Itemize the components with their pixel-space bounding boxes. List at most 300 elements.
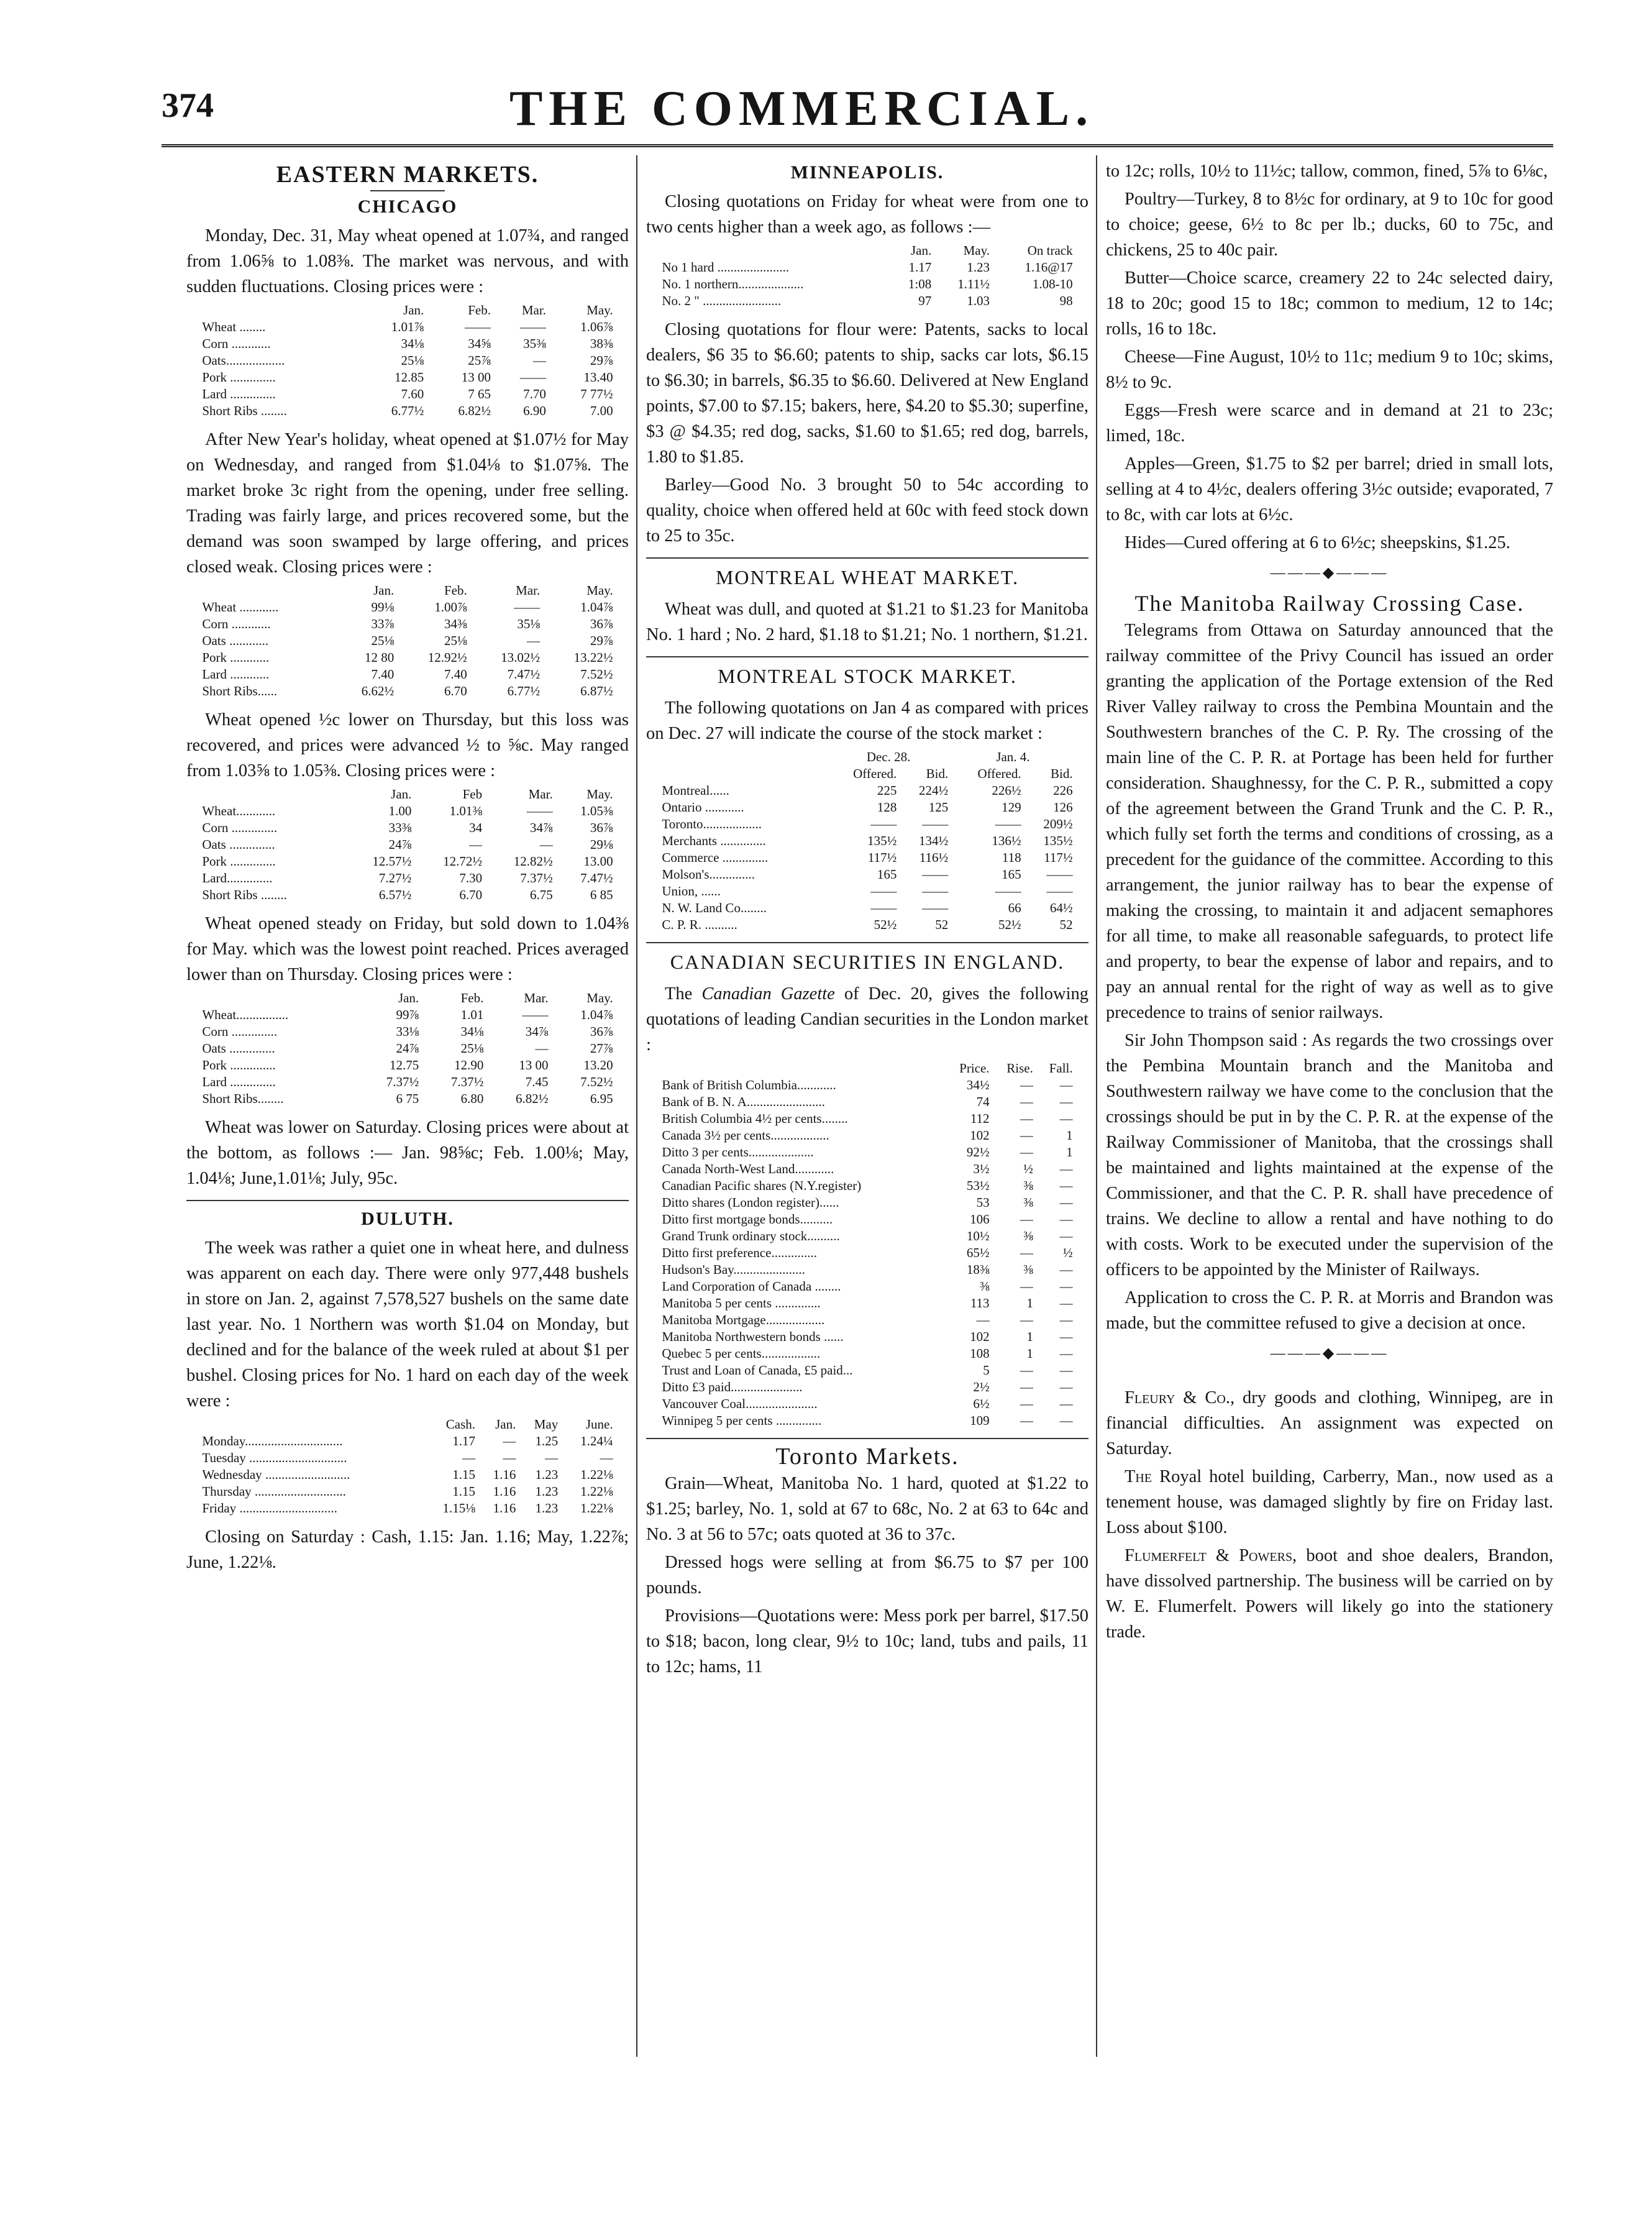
table-cell: 1	[1066, 1145, 1073, 1160]
table-cell: ⅜	[1023, 1262, 1033, 1277]
table-cell: 1.24¼	[580, 1434, 613, 1448]
text: of Dec. 20, gives the following quotations of leading Candian securities in the London market :	[646, 984, 1088, 1054]
table-cell: 1.05⅜	[580, 803, 613, 818]
row-label: No 1 hard ......................	[662, 260, 790, 275]
row-label: Pork ..............	[202, 370, 276, 385]
table-cell: —	[503, 1434, 516, 1448]
row-label: Monday..............................	[202, 1434, 343, 1448]
table-row	[199, 870, 615, 887]
table-cell: 209½	[1043, 817, 1073, 831]
table-cell: 34⅞	[525, 1024, 549, 1039]
row-label: Wednesday ..........................	[202, 1467, 350, 1482]
table-row	[199, 1433, 615, 1450]
table-cell: 7 77½	[580, 387, 613, 401]
stock-group-header-row	[659, 749, 1075, 766]
column-header: Jan.	[391, 787, 412, 802]
table-cell: 112	[970, 1111, 990, 1126]
table-cell: 13 00	[519, 1058, 549, 1073]
note-text: Royal hotel building, Carberry, Man., now used as a tenement house, was damaged slightly by fire on Friday last. Loss about $100.	[1106, 1467, 1553, 1537]
table-row	[199, 352, 615, 369]
chicago-paragraph: Wheat was lower on Saturday. Closing prices were about at the bottom, as follows :— Jan. 98⅝c; Feb. 1.00⅛; May, 1.04⅛; June,1.01⅛; July, 95c.	[186, 1118, 629, 1188]
table-cell: 25⅛	[444, 633, 467, 648]
table-row	[659, 1077, 1075, 1094]
table-cell: 1.00⅞	[434, 600, 467, 615]
chicago-price-table	[199, 786, 615, 903]
table-cell: 13.22½	[573, 650, 613, 665]
table-cell: —	[1059, 1296, 1073, 1311]
table-cell: 3½	[973, 1161, 990, 1176]
row-label: Wheat................	[202, 1007, 289, 1022]
text: The	[665, 984, 702, 1004]
table-cell: —	[1020, 1396, 1033, 1411]
toronto-continued: Butter—Choice scarce, creamery 22 to 24c selected dairy, 18 to 20c; good 15 to 18c; common to medium, 12 to 14c; rolls, 16 to 18c.	[1106, 268, 1553, 339]
table-cell: 1.15	[452, 1484, 475, 1499]
table-cell: 25⅛	[371, 633, 395, 648]
table-cell: 25⅛	[401, 353, 424, 368]
table-cell: 6 85	[590, 887, 613, 902]
table-cell: ——	[526, 803, 553, 818]
column-header: May.	[963, 243, 990, 258]
table-cell: 7.30	[459, 871, 483, 885]
table-header-row	[659, 1060, 1075, 1077]
column-header: May.	[586, 990, 613, 1005]
table-row	[199, 683, 615, 700]
row-label: C. P. R. ..........	[662, 917, 737, 932]
table-cell: 102	[970, 1329, 990, 1344]
table-cell: 34⅛	[401, 336, 424, 351]
section-rule	[646, 942, 1088, 943]
table-cell: 12.72½	[443, 854, 483, 869]
table-cell: 7.45	[525, 1074, 549, 1089]
table-cell: 225	[877, 783, 897, 798]
table-cell: ——	[519, 319, 546, 334]
divider	[370, 190, 445, 191]
table-row	[199, 666, 615, 683]
column-header	[659, 242, 890, 259]
table-row	[659, 259, 1075, 276]
column-header: Offered.	[853, 766, 897, 781]
table-cell: —	[600, 1450, 613, 1465]
row-label: Canada North-West Land............	[662, 1161, 834, 1176]
table-cell: 1	[1026, 1346, 1033, 1361]
table-cell: 1	[1066, 1128, 1073, 1143]
column-header: Fall.	[1049, 1061, 1073, 1076]
toronto-paragraph: Dressed hogs were selling at from $6.75 to $7 per 100 pounds.	[646, 1553, 1088, 1598]
table-cell: 1.06⅞	[580, 319, 613, 334]
column-header: May.	[586, 303, 613, 318]
row-label: Pork ............	[202, 650, 270, 665]
column-divider	[1096, 155, 1097, 2057]
table-cell: —	[532, 353, 546, 368]
group-header: Dec. 28.	[866, 749, 911, 764]
table-cell: 34	[469, 820, 483, 835]
table-cell: 12.90	[454, 1058, 484, 1073]
table-cell: 134½	[919, 833, 949, 848]
table-cell: 118	[1002, 850, 1021, 865]
table-cell: —	[1059, 1413, 1073, 1428]
table-cell: —	[535, 1041, 549, 1056]
table-row	[199, 887, 615, 903]
securities-paragraph	[646, 981, 1088, 1058]
chicago-price-table	[199, 582, 615, 700]
chicago-price-table	[199, 302, 615, 419]
row-label: Quebec 5 per cents..................	[662, 1346, 821, 1361]
table-cell: ——	[519, 370, 546, 385]
toronto-continued: Hides—Cured offering at 6 to 6½c; sheepskins, $1.25.	[1125, 533, 1510, 552]
table-cell: —	[527, 633, 541, 648]
table-cell: 1:08	[908, 277, 932, 291]
table-cell: 29⅞	[590, 353, 613, 368]
table-cell: ——	[922, 900, 949, 915]
row-label: Tuesday ..............................	[202, 1450, 347, 1465]
ornament-divider: ———◆———	[1270, 1345, 1389, 1361]
table-cell: 25⅞	[468, 353, 491, 368]
table-cell: 135½	[867, 833, 897, 848]
table-cell: 52	[1059, 917, 1073, 932]
table-cell: 33⅞	[371, 616, 395, 631]
column-header: Offered.	[977, 766, 1021, 781]
toronto-continued: Eggs—Fresh were scarce and in demand at 21 to 23c; limed, 18c.	[1106, 401, 1553, 446]
table-cell: 53½	[966, 1178, 990, 1193]
table-row	[659, 1194, 1075, 1211]
row-label: Thursday ............................	[202, 1484, 346, 1499]
securities-heading: CANADIAN SECURITIES IN ENGLAND.	[670, 951, 1065, 973]
table-cell: 7.27½	[378, 871, 412, 885]
table-cell: 117½	[1044, 850, 1073, 865]
column-header: Feb.	[468, 303, 491, 318]
table-cell: ½	[1023, 1161, 1033, 1176]
table-header-row	[659, 242, 1075, 259]
column-header: Jan.	[373, 583, 395, 598]
table-row	[659, 1261, 1075, 1278]
table-row	[659, 1228, 1075, 1245]
table-row	[659, 1094, 1075, 1110]
table-row	[659, 1295, 1075, 1312]
duluth-price-table	[199, 1416, 615, 1517]
column-header: May.	[586, 583, 613, 598]
table-cell: 97	[918, 293, 932, 308]
table-cell: —	[1059, 1262, 1073, 1277]
table-cell: 1.15	[452, 1467, 475, 1482]
table-cell: —	[1059, 1279, 1073, 1294]
row-label: Manitoba Mortgage..................	[662, 1312, 825, 1327]
table-cell: —	[1020, 1077, 1033, 1092]
row-label: Molson's..............	[662, 867, 755, 882]
table-cell: —	[1020, 1111, 1033, 1126]
table-cell: 64½	[1049, 900, 1073, 915]
table-cell: 7.52½	[580, 1074, 613, 1089]
table-row	[659, 276, 1075, 293]
table-row	[659, 866, 1075, 883]
table-header-row	[199, 302, 615, 319]
table-cell: 7.52½	[580, 667, 613, 682]
row-label: Lard ..............	[202, 1074, 276, 1089]
row-label: Short Ribs ........	[202, 887, 287, 902]
table-cell: 12.75	[389, 1058, 419, 1073]
table-header-row	[199, 582, 615, 599]
table-cell: 35⅜	[523, 336, 546, 351]
table-cell: —	[1059, 1195, 1073, 1210]
table-row	[199, 1057, 615, 1074]
row-label: Lard ............	[202, 667, 270, 682]
table-cell: 226	[1053, 783, 1073, 798]
montreal-stock-heading: MONTREAL STOCK MARKET.	[718, 665, 1017, 687]
row-label: Trust and Loan of Canada, £5 paid...	[662, 1363, 853, 1378]
table-cell: 6.70	[444, 684, 467, 698]
newspaper-title: THE COMMERCIAL.	[509, 81, 1095, 136]
table-cell: —	[976, 1312, 990, 1327]
row-label: Merchants ..............	[662, 833, 766, 848]
column-header: Mar.	[524, 990, 549, 1005]
column-header: Feb.	[460, 990, 484, 1005]
table-cell: —	[1059, 1178, 1073, 1193]
table-cell: ——	[870, 884, 897, 899]
row-label: Ditto shares (London register)......	[662, 1195, 839, 1210]
table-cell: —	[545, 1450, 559, 1465]
table-cell: —	[1059, 1161, 1073, 1176]
table-cell: ——	[870, 817, 897, 831]
chicago-paragraph: Wheat opened steady on Friday, but sold down to 1.04⅜ for May. which was the lowest point reached. Prices averaged lower than on Thursday. Closing prices were :	[186, 914, 629, 984]
row-label: N. W. Land Co........	[662, 900, 767, 915]
minneapolis-wheat-table	[659, 242, 1075, 309]
column-header: Bid.	[926, 766, 949, 781]
column-header: Mar.	[516, 583, 541, 598]
table-row	[659, 1345, 1075, 1362]
table-cell: 74	[976, 1094, 990, 1109]
table-row	[659, 833, 1075, 849]
table-cell: 12.82½	[513, 854, 553, 869]
row-label: Manitoba Northwestern bonds ......	[662, 1329, 844, 1344]
table-cell: —	[1059, 1077, 1073, 1092]
montreal-stock-table	[659, 749, 1075, 933]
table-cell: 52	[935, 917, 949, 932]
table-row	[659, 1144, 1075, 1161]
table-cell: —	[462, 1450, 475, 1465]
table-cell: 1.23	[535, 1501, 559, 1516]
note-lead: Fleury & Co.,	[1125, 1388, 1235, 1407]
table-cell: 113	[970, 1296, 990, 1311]
table-cell: 125	[928, 800, 949, 815]
table-cell: 136½	[992, 833, 1021, 848]
chicago-price-table	[199, 990, 615, 1107]
row-label: Oats ............	[202, 633, 269, 648]
table-row	[659, 799, 1075, 816]
table-cell: 6.77½	[391, 403, 424, 418]
table-row	[659, 1110, 1075, 1127]
table-row	[659, 1412, 1075, 1429]
table-row	[199, 836, 615, 853]
table-cell: 12.85	[395, 370, 424, 385]
table-cell: —	[1020, 1245, 1033, 1260]
row-label: Canadian Pacific shares (N.Y.register)	[662, 1178, 862, 1193]
table-cell: 126	[1053, 800, 1073, 815]
table-cell: 1.16	[493, 1501, 516, 1516]
table-cell: 99⅛	[371, 600, 395, 615]
row-label: Friday ..............................	[202, 1501, 337, 1516]
table-row	[659, 1396, 1075, 1412]
table-cell: 10½	[966, 1228, 990, 1243]
table-row	[199, 649, 615, 666]
column-header: On track	[1027, 243, 1073, 258]
table-cell: 35⅛	[517, 616, 541, 631]
table-cell: 1.01⅜	[449, 803, 483, 818]
table-cell: 6.82½	[458, 403, 491, 418]
table-cell: ⅜	[1023, 1195, 1033, 1210]
table-cell: ——	[995, 817, 1021, 831]
crossing-heading: The Manitoba Railway Crossing Case.	[1134, 591, 1525, 616]
table-cell: 6 75	[396, 1091, 419, 1106]
table-cell: 12.92½	[427, 650, 467, 665]
table-row	[199, 1500, 615, 1517]
table-cell: 7.37½	[386, 1074, 419, 1089]
table-cell: 25⅛	[460, 1041, 484, 1056]
toronto-paragraph: Grain—Wheat, Manitoba No. 1 hard, quoted at $1.22 to $1.25; barley, No. 1, sold at 67 to 68c, No. 2 at 63 to 64c and No. 3 at 56 to 57c; oats quoted at 36 to 37c.	[646, 1474, 1088, 1544]
table-cell: 6½	[973, 1396, 990, 1411]
row-label: Manitoba 5 per cents ..............	[662, 1296, 821, 1311]
table-cell: 102	[970, 1128, 990, 1143]
table-cell: —	[1059, 1094, 1073, 1109]
table-cell: 33⅛	[396, 1024, 419, 1039]
table-row	[199, 1466, 615, 1483]
table-cell: 99⅞	[396, 1007, 419, 1022]
table-row	[659, 1211, 1075, 1228]
table-cell: —	[1059, 1379, 1073, 1394]
table-cell: 5	[983, 1363, 990, 1378]
column-3	[1106, 158, 1553, 2147]
table-cell: 106	[970, 1212, 990, 1227]
table-cell: 1.22⅛	[580, 1467, 613, 1482]
table-cell: —	[1059, 1363, 1073, 1378]
table-row	[199, 1074, 615, 1091]
table-cell: 7.37½	[450, 1074, 484, 1089]
duluth-heading: DULUTH.	[361, 1209, 454, 1229]
row-label: Ontario ............	[662, 800, 744, 815]
table-cell: ——	[870, 900, 897, 915]
table-cell: —	[1059, 1312, 1073, 1327]
table-cell: 1.01	[460, 1007, 484, 1022]
table-cell: —	[1059, 1329, 1073, 1344]
montreal-wheat-paragraph: Wheat was dull, and quoted at $1.21 to $1.23 for Manitoba No. 1 hard ; No. 2 hard, $1.18 to $1.21; No. 1 northern, $1.21.	[646, 600, 1088, 644]
column-header: June.	[585, 1417, 613, 1432]
table-header-row	[659, 766, 1075, 782]
note-lead: Flumerfelt & Powers,	[1125, 1546, 1297, 1565]
table-cell: —	[503, 1450, 516, 1465]
table-header-row	[199, 1416, 615, 1433]
row-label: Corn ..............	[202, 820, 278, 835]
row-label: Bank of B. N. A........................	[662, 1094, 825, 1109]
table-cell: 27⅞	[590, 1041, 613, 1056]
table-cell: 36⅞	[590, 1024, 613, 1039]
table-cell: 6.70	[459, 887, 483, 902]
column-header: Jan.	[910, 243, 932, 258]
column-2	[646, 158, 1088, 2184]
row-label: Union, ......	[662, 884, 721, 899]
table-cell: ——	[922, 817, 949, 831]
table-row	[659, 1312, 1075, 1329]
table-cell: 6.57½	[378, 887, 412, 902]
table-cell: 2½	[973, 1379, 990, 1394]
table-row	[659, 900, 1075, 917]
table-row	[199, 1483, 615, 1500]
table-row	[659, 782, 1075, 799]
table-cell: 1.17	[908, 260, 932, 275]
table-cell: 1.23	[535, 1467, 559, 1482]
table-row	[659, 1178, 1075, 1194]
news-note	[1106, 1543, 1553, 1645]
table-cell: 6.80	[460, 1091, 484, 1106]
toronto-paragraph: Provisions—Quotations were: Mess pork per barrel, $17.50 to $18; bacon, long clear, 9½ to 10c; land, tubs and pails, 11 to 12c; hams, 11	[646, 1606, 1088, 1677]
section-rule	[646, 656, 1088, 657]
column-header: Feb.	[444, 583, 467, 598]
table-cell: 53	[976, 1195, 990, 1210]
table-header-row	[199, 786, 615, 803]
table-cell: 52½	[874, 917, 897, 932]
column-header: Price.	[959, 1061, 990, 1076]
table-cell: 29⅞	[590, 633, 613, 648]
column-header	[199, 582, 334, 599]
table-row	[199, 803, 615, 820]
table-cell: ——	[1046, 884, 1073, 899]
row-label: Pork ..............	[202, 1058, 276, 1073]
table-cell: ——	[1046, 867, 1073, 882]
eastern-markets-heading: EASTERN MARKETS.	[276, 162, 539, 188]
table-cell: —	[1059, 1346, 1073, 1361]
table-cell: 117½	[867, 850, 897, 865]
table-row	[199, 336, 615, 352]
table-cell: 1.22⅛	[580, 1484, 613, 1499]
table-cell: 13 00	[461, 370, 491, 385]
table-cell: 6.62½	[361, 684, 395, 698]
chicago-paragraph: Monday, Dec. 31, May wheat opened at 1.07¾, and ranged from 1.06⅝ to 1.08⅜. The market was nervous, and with sudden fluctuations. Closing prices were :	[186, 226, 629, 296]
row-label: No. 1 northern....................	[662, 277, 804, 291]
table-cell: 36⅞	[590, 820, 613, 835]
table-cell: 1.16@17	[1025, 260, 1073, 275]
minneapolis-paragraph: Closing quotations on Friday for wheat were from one to two cents higher than a week ago, as follows :—	[646, 192, 1088, 237]
table-cell: —	[1020, 1094, 1033, 1109]
table-cell: —	[1020, 1145, 1033, 1160]
table-cell: 1.08-10	[1032, 277, 1073, 291]
table-row	[199, 853, 615, 870]
ornament-divider: ———◆———	[1270, 565, 1389, 581]
row-label: Montreal......	[662, 783, 729, 798]
table-cell: 13.20	[583, 1058, 613, 1073]
table-cell: 1.23	[967, 260, 990, 275]
table-cell: 1.16	[493, 1484, 516, 1499]
table-cell: 18⅜	[966, 1262, 990, 1277]
note-text: boot and shoe dealers, Brandon, have dissolved partnership. The business will be carried on by W. E. Flumerfelt. Powers will likely go into the stationery trade.	[1106, 1546, 1553, 1642]
toronto-heading: Toronto Markets.	[775, 1443, 959, 1470]
table-cell: ——	[522, 1007, 549, 1022]
table-cell: ½	[1062, 1245, 1073, 1260]
chicago-heading: CHICAGO	[357, 196, 458, 217]
table-cell: 13.02½	[501, 650, 541, 665]
table-cell: 7.70	[523, 387, 546, 401]
table-row	[199, 1450, 615, 1466]
table-cell: ——	[922, 867, 949, 882]
toronto-continued: Poultry—Turkey, 8 to 8½c for ordinary, at 9 to 10c for good to choice; geese, 6½ to 8c per lb.; ducks, 60 to 75c, and chickens, 25 to 40c pair.	[1106, 190, 1553, 260]
column-header: Rise.	[1006, 1061, 1033, 1076]
crossing-paragraph: Application to cross the C. P. R. at Morris and Brandon was made, but the committee refused to give a decision at once.	[1106, 1288, 1553, 1333]
page-number: 374	[162, 86, 214, 125]
table-row	[199, 1091, 615, 1107]
table-cell: 129	[1002, 800, 1021, 815]
table-cell: 34⅝	[468, 336, 491, 351]
montreal-stock-paragraph: The following quotations on Jan 4 as compared with prices on Dec. 27 will indicate the course of the stock market :	[646, 698, 1088, 743]
table-cell: 224½	[919, 783, 949, 798]
table-cell: 1.15⅛	[442, 1501, 475, 1516]
table-cell: —	[1020, 1413, 1033, 1428]
column-header: Jan.	[495, 1417, 516, 1432]
